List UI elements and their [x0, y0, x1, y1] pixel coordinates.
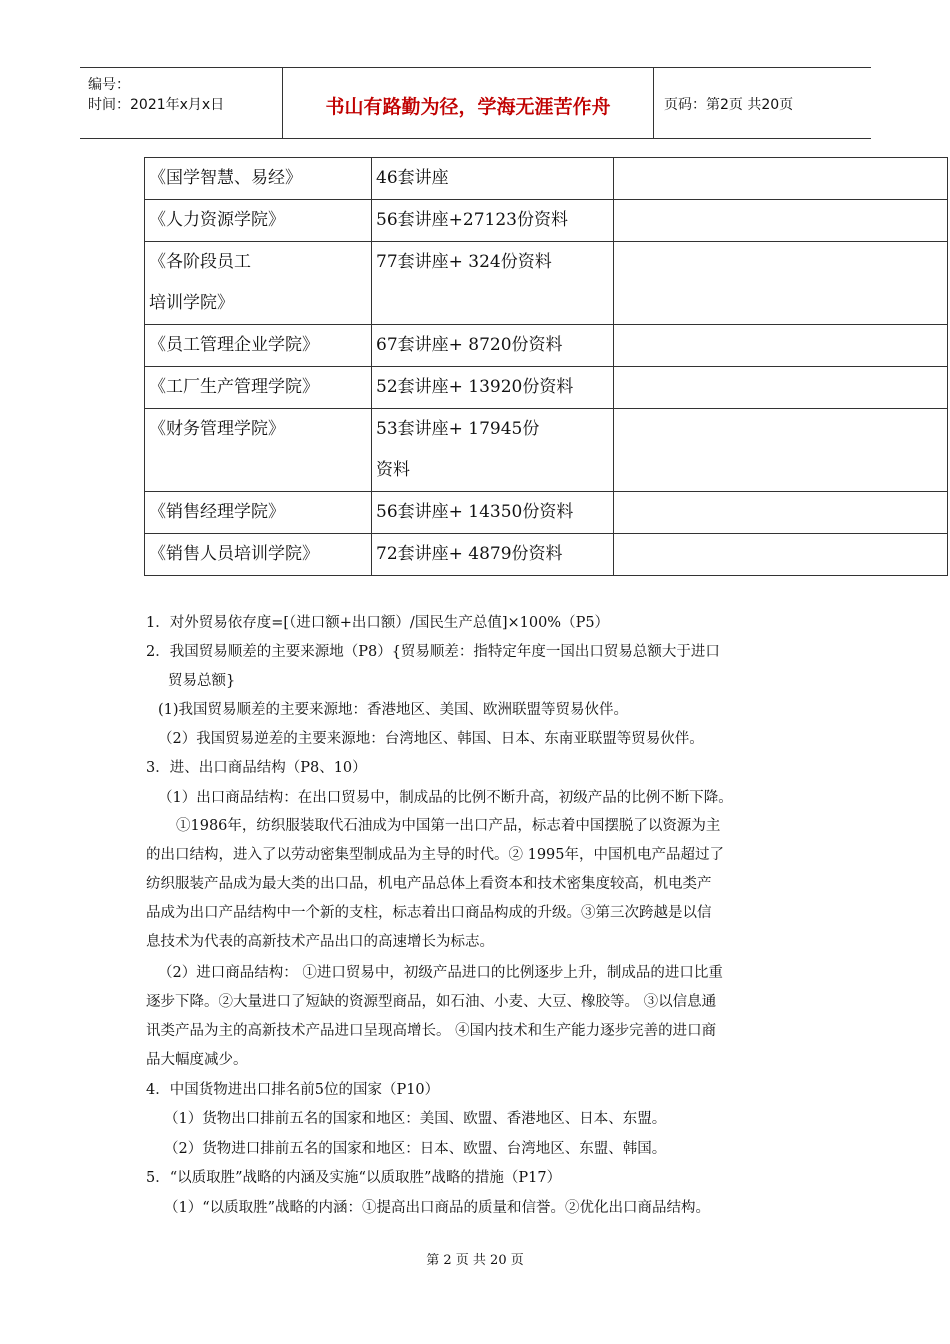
course-content-cell: 56套讲座+ 14350份资料 — [372, 492, 614, 534]
note-cell — [614, 492, 948, 534]
page-info: 页码：第2页 共20页 — [664, 97, 794, 113]
motto-text: 书山有路勤为径，学海无涯苦作舟 — [325, 96, 611, 118]
note-cell — [614, 367, 948, 409]
text-line: （1）出口商品结构：在出口贸易中，制成品的比例不断升高，初级产品的比例不断下降。 — [158, 790, 733, 806]
table-row — [145, 158, 948, 200]
course-content-cell: 46套讲座 — [372, 158, 614, 200]
table-row — [145, 325, 948, 367]
text-line: 5．“以质取胜”战略的内涵及实施“以质取胜”战略的措施（P17） — [146, 1170, 562, 1186]
note-cell — [614, 409, 948, 492]
text-line: 贸易总额} — [168, 673, 236, 689]
text-line: 纺织服装产品成为最大类的出口品，机电产品总体上看资本和技术密集度较高，机电类产 — [146, 876, 712, 892]
course-name-cell: 《财务管理学院》 — [145, 409, 372, 492]
table-row — [145, 367, 948, 409]
course-content-cell: 77套讲座+ 324份资料 — [372, 242, 614, 325]
course-name-cell: 《工厂生产管理学院》 — [145, 367, 372, 409]
text-line: 1．对外贸易依存度=[（进口额+出口额）/国民生产总值]×100%（P5） — [146, 615, 610, 631]
text-line: 3．进、出口商品结构（P8、10） — [146, 760, 367, 776]
text-line: 2．我国贸易顺差的主要来源地（P8）{贸易顺差：指特定年度一国出口贸易总额大于进口 — [146, 644, 720, 660]
text-line: 息技术为代表的高新技术产品出口的高速增长为标志。 — [146, 934, 494, 950]
course-name-cell: 《国学智慧、易经》 — [145, 158, 372, 200]
text-line: 品大幅度减少。 — [146, 1052, 248, 1068]
course-name-cell: 《销售人员培训学院》 — [145, 534, 372, 576]
number-label: 编号： — [88, 77, 130, 93]
course-content-cell: 72套讲座+ 4879份资料 — [372, 534, 614, 576]
text-line: 逐步下降。②大量进口了短缺的资源型商品，如石油、小麦、大豆、橡胶等。 ③以信息通 — [146, 994, 717, 1010]
note-cell — [614, 534, 948, 576]
text-line: （2）进口商品结构： ①进口贸易中，初级产品进口的比例逐步上升，制成品的进口比重 — [158, 965, 723, 981]
text-line: 讯类产品为主的高新技术产品进口呈现高增长。 ④国内技术和生产能力逐步完善的进口商 — [146, 1023, 717, 1039]
text-line: （2）货物进口排前五名的国家和地区：日本、欧盟、台湾地区、东盟、韩国。 — [164, 1141, 667, 1157]
text-line: (1)我国贸易顺差的主要来源地：香港地区、美国、欧洲联盟等贸易伙伴。 — [158, 702, 629, 718]
course-name-cell: 《员工管理企业学院》 — [145, 325, 372, 367]
text-line: 品成为出口产品结构中一个新的支柱，标志着出口商品构成的升级。③第三次跨越是以信 — [146, 905, 712, 921]
text-line: （2）我国贸易逆差的主要来源地：台湾地区、韩国、日本、东南亚联盟等贸易伙伴。 — [158, 731, 704, 747]
note-cell — [614, 200, 948, 242]
header-page-cell — [654, 68, 871, 138]
text-line: 的出口结构，进入了以劳动密集型制成品为主导的时代。② 1995年，中国机电产品超过了 — [146, 847, 725, 863]
note-cell — [614, 242, 948, 325]
note-cell — [614, 325, 948, 367]
page-header — [80, 67, 871, 139]
resource-table — [144, 157, 948, 576]
course-content-cell: 67套讲座+ 8720份资料 — [372, 325, 614, 367]
course-name-cell: 《销售经理学院》 — [145, 492, 372, 534]
text-line: （1）“以质取胜”战略的内涵：①提高出口商品的质量和信誉。②优化出口商品结构。 — [164, 1200, 711, 1216]
text-line: 4．中国货物进出口排名前5位的国家（P10） — [146, 1082, 440, 1098]
time-label: 时间：2021年x月x日 — [88, 97, 225, 113]
text-line: ①1986年，纺织服装取代石油成为中国第一出口产品，标志着中国摆脱了以资源为主 — [176, 818, 721, 834]
table-row — [145, 534, 948, 576]
course-name-cell: 《各阶段员工 培训学院》 — [145, 242, 372, 325]
table-row — [145, 200, 948, 242]
course-content-cell: 52套讲座+ 13920份资料 — [372, 367, 614, 409]
table-row — [145, 409, 948, 492]
text-line: （1）货物出口排前五名的国家和地区：美国、欧盟、香港地区、日本、东盟。 — [164, 1111, 667, 1127]
page-footer: 第 2 页 共 20 页 — [426, 1253, 524, 1268]
header-meta-cell — [80, 68, 283, 138]
course-content-cell: 53套讲座+ 17945份 资料 — [372, 409, 614, 492]
note-cell — [614, 158, 948, 200]
table-row — [145, 492, 948, 534]
course-name-cell: 《人力资源学院》 — [145, 200, 372, 242]
table-row — [145, 242, 948, 325]
course-content-cell: 56套讲座+27123份资料 — [372, 200, 614, 242]
header-motto-cell — [283, 68, 654, 138]
